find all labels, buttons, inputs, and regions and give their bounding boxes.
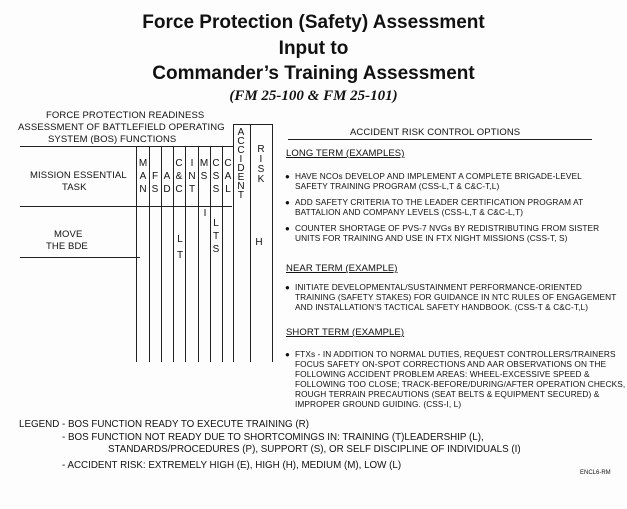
slide-title-line3: Commander’s Training Assessment [152, 63, 475, 84]
slide-reference: (FM 25-100 & FM 25-101) [229, 88, 398, 104]
legend-line2: - BOS FUNCTION NOT READY DUE TO SHORTCOMINGS IN: TRAINING (T)LEADERSHIP (L), [62, 432, 484, 443]
cal-value-l: L [213, 218, 219, 229]
section-long-term-title: LONG TERM (EXAMPLES) [286, 148, 405, 159]
mission-header-line2: TASK [62, 182, 87, 193]
section-near-term-title: NEAR TERM (EXAMPLE) [286, 263, 398, 274]
cc-value-t: T [176, 250, 184, 261]
cal-value-s: S [212, 244, 220, 255]
section-short-term-title: SHORT TERM (EXAMPLE) [286, 327, 405, 338]
readiness-header-line3: SYSTEM (BOS) FUNCTIONS [48, 134, 177, 145]
task-row-line1: MOVE [54, 229, 83, 240]
options-header: ACCIDENT RISK CONTROL OPTIONS [350, 127, 521, 138]
cal-value-t: T [212, 231, 220, 242]
legend-line3: STANDARDS/PROCEDURES (P), SUPPORT (S), OR SELF DISCIPLINE OF INDIVIDUALS (I) [108, 444, 521, 455]
mission-header-line1: MISSION ESSENTIAL [30, 170, 127, 181]
task-row-line2: THE BDE [46, 241, 88, 252]
ms-value-i: I [203, 208, 207, 219]
risk-value: H [255, 237, 263, 248]
readiness-header-line1: FORCE PROTECTION READINESS [46, 110, 205, 121]
legend-line4: - ACCIDENT RISK: EXTREMELY HIGH (E), HIGH (H), MEDIUM (M), LOW (L) [62, 460, 402, 471]
slide-title-line1: Force Protection (Safety) Assessment [142, 12, 485, 33]
enclosure-label: ENCL6-RM [580, 470, 611, 476]
legend-line1: LEGEND - BOS FUNCTION READY TO EXECUTE TRAINING (R) [19, 419, 309, 430]
cc-value-l: L [177, 234, 183, 245]
slide-title-line2: Input to [278, 38, 349, 59]
readiness-header-line2: ASSESSMENT OF BATTLEFIELD OPERATING [18, 122, 225, 133]
